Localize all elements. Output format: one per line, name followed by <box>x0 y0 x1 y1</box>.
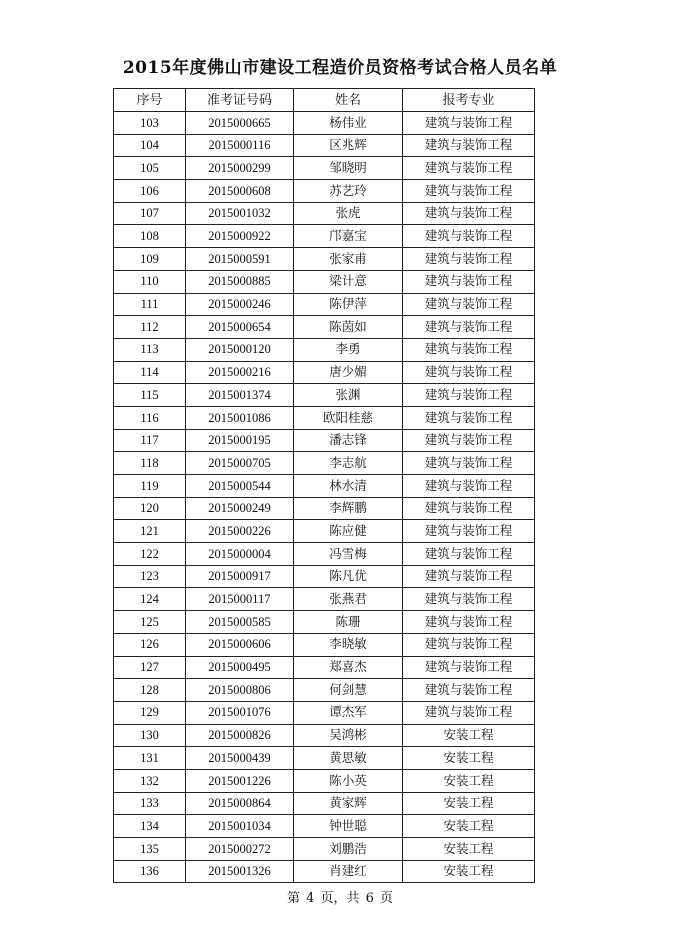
cell-name: 李晓敏 <box>294 633 403 656</box>
cell-exam-major: 建筑与装饰工程 <box>403 429 535 452</box>
cell-name: 吴鸿彬 <box>294 724 403 747</box>
cell-serial-number: 104 <box>114 134 186 157</box>
cell-serial-number: 108 <box>114 225 186 248</box>
table-row <box>114 633 535 656</box>
cell-name: 李勇 <box>294 338 403 361</box>
cell-exam-major: 建筑与装饰工程 <box>403 134 535 157</box>
table-row <box>114 134 535 157</box>
cell-admission-ticket-number: 2015001032 <box>186 202 294 225</box>
cell-name: 郑喜杰 <box>294 656 403 679</box>
cell-exam-major: 建筑与装饰工程 <box>403 497 535 520</box>
cell-exam-major: 建筑与装饰工程 <box>403 338 535 361</box>
cell-exam-major: 建筑与装饰工程 <box>403 633 535 656</box>
cell-exam-major: 建筑与装饰工程 <box>403 588 535 611</box>
cell-admission-ticket-number: 2015000606 <box>186 633 294 656</box>
cell-admission-ticket-number: 2015001034 <box>186 815 294 838</box>
cell-admission-ticket-number: 2015000439 <box>186 747 294 770</box>
cell-admission-ticket-number: 2015000495 <box>186 656 294 679</box>
cell-exam-major: 建筑与装饰工程 <box>403 112 535 135</box>
cell-name: 黄思敏 <box>294 747 403 770</box>
table-row <box>114 769 535 792</box>
cell-name: 苏艺玲 <box>294 180 403 203</box>
cell-serial-number: 115 <box>114 384 186 407</box>
cell-admission-ticket-number: 2015000120 <box>186 338 294 361</box>
cell-serial-number: 132 <box>114 769 186 792</box>
cell-serial-number: 128 <box>114 679 186 702</box>
cell-admission-ticket-number: 2015000922 <box>186 225 294 248</box>
cell-exam-major: 安装工程 <box>403 747 535 770</box>
cell-exam-major: 建筑与装饰工程 <box>403 180 535 203</box>
cell-serial-number: 117 <box>114 429 186 452</box>
cell-name: 陈小英 <box>294 769 403 792</box>
cell-serial-number: 126 <box>114 633 186 656</box>
cell-serial-number: 114 <box>114 361 186 384</box>
cell-admission-ticket-number: 2015000826 <box>186 724 294 747</box>
table-row <box>114 679 535 702</box>
table-row <box>114 611 535 634</box>
table-row <box>114 112 535 135</box>
cell-serial-number: 134 <box>114 815 186 838</box>
cell-admission-ticket-number: 2015000591 <box>186 248 294 271</box>
table-row <box>114 724 535 747</box>
cell-exam-major: 安装工程 <box>403 769 535 792</box>
cell-exam-major: 建筑与装饰工程 <box>403 157 535 180</box>
table-row <box>114 656 535 679</box>
cell-exam-major: 安装工程 <box>403 838 535 861</box>
cell-name: 欧阳桂慈 <box>294 406 403 429</box>
header-exam-major: 报考专业 <box>403 89 535 112</box>
cell-admission-ticket-number: 2015000917 <box>186 565 294 588</box>
cell-name: 林水清 <box>294 475 403 498</box>
cell-serial-number: 131 <box>114 747 186 770</box>
cell-name: 陈珊 <box>294 611 403 634</box>
table-row <box>114 792 535 815</box>
table-row <box>114 202 535 225</box>
table-row <box>114 860 535 883</box>
cell-serial-number: 107 <box>114 202 186 225</box>
cell-name: 何剑慧 <box>294 679 403 702</box>
cell-exam-major: 建筑与装饰工程 <box>403 361 535 384</box>
cell-name: 陈伊萍 <box>294 293 403 316</box>
cell-exam-major: 建筑与装饰工程 <box>403 270 535 293</box>
cell-name: 钟世聪 <box>294 815 403 838</box>
cell-exam-major: 安装工程 <box>403 724 535 747</box>
cell-exam-major: 建筑与装饰工程 <box>403 701 535 724</box>
header-name: 姓名 <box>294 89 403 112</box>
table-row <box>114 361 535 384</box>
cell-exam-major: 建筑与装饰工程 <box>403 679 535 702</box>
cell-admission-ticket-number: 2015000585 <box>186 611 294 634</box>
table-row <box>114 429 535 452</box>
header-serial-number: 序号 <box>114 89 186 112</box>
table-row <box>114 838 535 861</box>
cell-serial-number: 122 <box>114 543 186 566</box>
cell-exam-major: 建筑与装饰工程 <box>403 452 535 475</box>
cell-exam-major: 安装工程 <box>403 815 535 838</box>
cell-name: 张渊 <box>294 384 403 407</box>
cell-name: 李辉鹏 <box>294 497 403 520</box>
cell-admission-ticket-number: 2015000705 <box>186 452 294 475</box>
cell-name: 邝嘉宝 <box>294 225 403 248</box>
table-row <box>114 270 535 293</box>
cell-name: 张虎 <box>294 202 403 225</box>
cell-name: 刘鹏浩 <box>294 838 403 861</box>
cell-exam-major: 建筑与装饰工程 <box>403 293 535 316</box>
cell-name: 黄家辉 <box>294 792 403 815</box>
cell-serial-number: 130 <box>114 724 186 747</box>
cell-serial-number: 112 <box>114 316 186 339</box>
cell-serial-number: 124 <box>114 588 186 611</box>
cell-admission-ticket-number: 2015000864 <box>186 792 294 815</box>
table-row <box>114 565 535 588</box>
table-row <box>114 747 535 770</box>
cell-serial-number: 109 <box>114 248 186 271</box>
header-admission-ticket-number: 准考证号码 <box>186 89 294 112</box>
cell-admission-ticket-number: 2015000665 <box>186 112 294 135</box>
cell-admission-ticket-number: 2015001076 <box>186 701 294 724</box>
cell-exam-major: 建筑与装饰工程 <box>403 520 535 543</box>
cell-admission-ticket-number: 2015000226 <box>186 520 294 543</box>
cell-name: 潘志锋 <box>294 429 403 452</box>
cell-admission-ticket-number: 2015000249 <box>186 497 294 520</box>
table-row <box>114 588 535 611</box>
table-row <box>114 543 535 566</box>
qualified-candidates-table <box>113 88 535 883</box>
table-row <box>114 316 535 339</box>
cell-serial-number: 121 <box>114 520 186 543</box>
cell-exam-major: 建筑与装饰工程 <box>403 543 535 566</box>
cell-admission-ticket-number: 2015000806 <box>186 679 294 702</box>
cell-serial-number: 113 <box>114 338 186 361</box>
cell-name: 唐少媚 <box>294 361 403 384</box>
cell-exam-major: 安装工程 <box>403 792 535 815</box>
cell-exam-major: 建筑与装饰工程 <box>403 202 535 225</box>
cell-serial-number: 110 <box>114 270 186 293</box>
table-row <box>114 248 535 271</box>
cell-serial-number: 111 <box>114 293 186 316</box>
cell-exam-major: 建筑与装饰工程 <box>403 248 535 271</box>
table-row <box>114 157 535 180</box>
table-row <box>114 475 535 498</box>
cell-serial-number: 123 <box>114 565 186 588</box>
cell-serial-number: 127 <box>114 656 186 679</box>
cell-admission-ticket-number: 2015000195 <box>186 429 294 452</box>
cell-serial-number: 133 <box>114 792 186 815</box>
cell-admission-ticket-number: 2015001326 <box>186 860 294 883</box>
cell-admission-ticket-number: 2015000272 <box>186 838 294 861</box>
page-number-footer: 第 4 页，共 6 页 <box>286 891 394 906</box>
cell-name: 杨伟业 <box>294 112 403 135</box>
cell-serial-number: 119 <box>114 475 186 498</box>
cell-exam-major: 建筑与装饰工程 <box>403 406 535 429</box>
cell-name: 邹晓明 <box>294 157 403 180</box>
cell-exam-major: 建筑与装饰工程 <box>403 475 535 498</box>
cell-name: 区兆辉 <box>294 134 403 157</box>
cell-admission-ticket-number: 2015001086 <box>186 406 294 429</box>
table-row <box>114 452 535 475</box>
cell-exam-major: 建筑与装饰工程 <box>403 225 535 248</box>
cell-name: 谭杰军 <box>294 701 403 724</box>
cell-admission-ticket-number: 2015000004 <box>186 543 294 566</box>
cell-serial-number: 106 <box>114 180 186 203</box>
table-row <box>114 180 535 203</box>
cell-admission-ticket-number: 2015000116 <box>186 134 294 157</box>
cell-admission-ticket-number: 2015000299 <box>186 157 294 180</box>
cell-name: 陈凡优 <box>294 565 403 588</box>
cell-exam-major: 建筑与装饰工程 <box>403 565 535 588</box>
cell-name: 张燕君 <box>294 588 403 611</box>
cell-serial-number: 105 <box>114 157 186 180</box>
cell-name: 陈应健 <box>294 520 403 543</box>
cell-serial-number: 135 <box>114 838 186 861</box>
cell-admission-ticket-number: 2015000246 <box>186 293 294 316</box>
cell-admission-ticket-number: 2015000544 <box>186 475 294 498</box>
cell-admission-ticket-number: 2015000608 <box>186 180 294 203</box>
table-body <box>114 112 535 883</box>
table-row <box>114 497 535 520</box>
cell-admission-ticket-number: 2015000117 <box>186 588 294 611</box>
table-row <box>114 406 535 429</box>
cell-exam-major: 建筑与装饰工程 <box>403 656 535 679</box>
cell-exam-major: 建筑与装饰工程 <box>403 384 535 407</box>
cell-serial-number: 136 <box>114 860 186 883</box>
cell-name: 梁计意 <box>294 270 403 293</box>
cell-exam-major: 安装工程 <box>403 860 535 883</box>
table-row <box>114 520 535 543</box>
cell-admission-ticket-number: 2015000216 <box>186 361 294 384</box>
table-row <box>114 384 535 407</box>
cell-name: 冯雪梅 <box>294 543 403 566</box>
cell-exam-major: 建筑与装饰工程 <box>403 611 535 634</box>
cell-serial-number: 125 <box>114 611 186 634</box>
cell-admission-ticket-number: 2015000885 <box>186 270 294 293</box>
cell-serial-number: 120 <box>114 497 186 520</box>
table-header-row <box>114 89 535 112</box>
cell-admission-ticket-number: 2015001226 <box>186 769 294 792</box>
cell-serial-number: 116 <box>114 406 186 429</box>
cell-name: 肖建红 <box>294 860 403 883</box>
table-row <box>114 701 535 724</box>
table-row <box>114 815 535 838</box>
cell-exam-major: 建筑与装饰工程 <box>403 316 535 339</box>
cell-admission-ticket-number: 2015001374 <box>186 384 294 407</box>
page-title: 2015年度佛山市建设工程造价员资格考试合格人员名单 <box>122 58 558 78</box>
cell-serial-number: 118 <box>114 452 186 475</box>
cell-serial-number: 103 <box>114 112 186 135</box>
cell-serial-number: 129 <box>114 701 186 724</box>
cell-name: 张家甫 <box>294 248 403 271</box>
cell-admission-ticket-number: 2015000654 <box>186 316 294 339</box>
table-row <box>114 338 535 361</box>
cell-name: 李志航 <box>294 452 403 475</box>
table-row <box>114 293 535 316</box>
cell-name: 陈茵如 <box>294 316 403 339</box>
table-row <box>114 225 535 248</box>
